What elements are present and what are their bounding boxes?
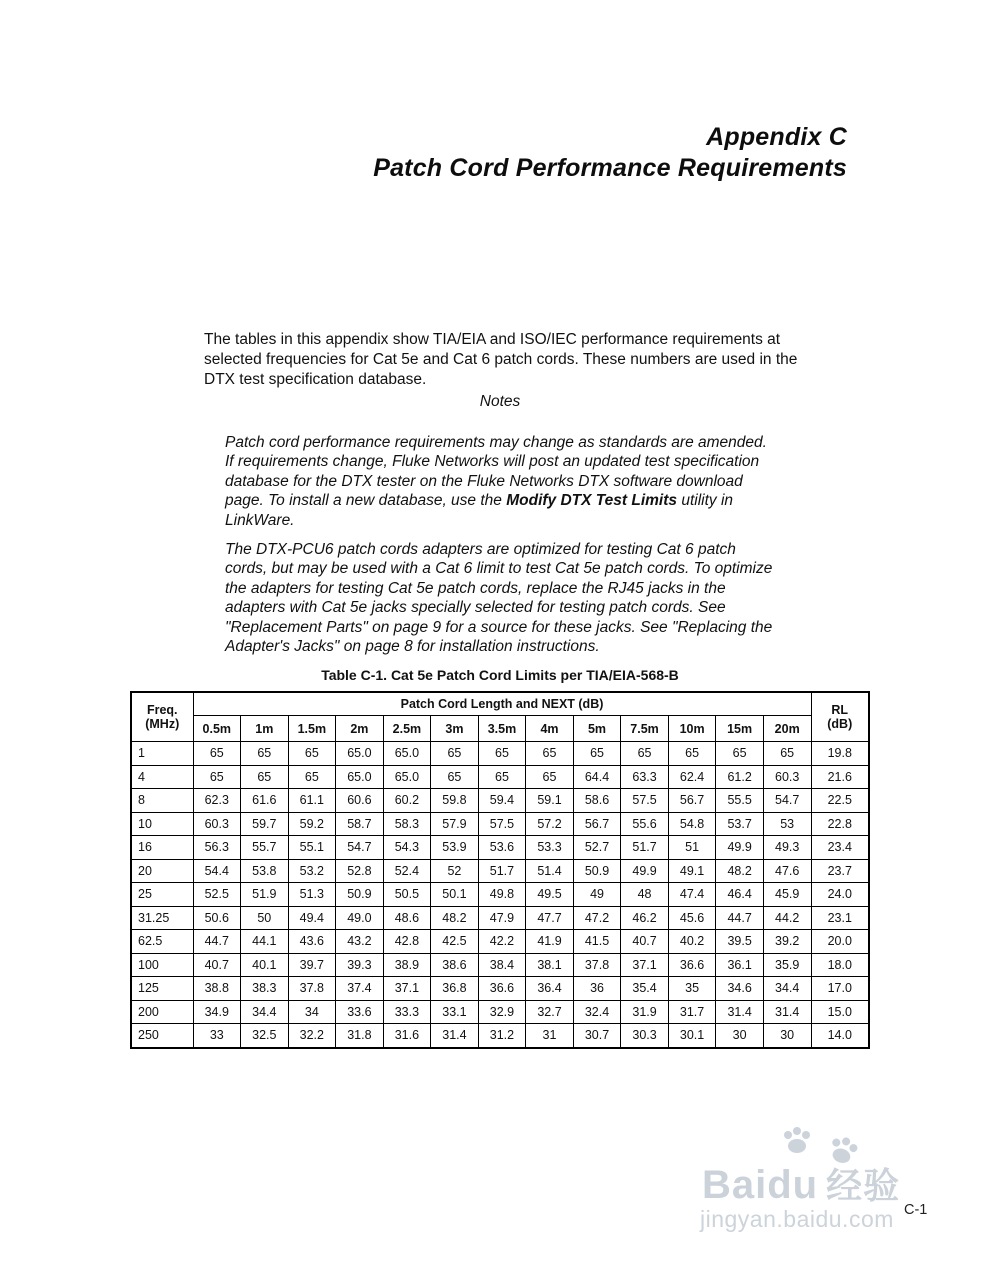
next-value-cell: 49 bbox=[573, 883, 621, 907]
next-value-cell: 59.4 bbox=[478, 789, 526, 813]
next-value-cell: 53.9 bbox=[431, 836, 479, 860]
next-value-cell: 33.3 bbox=[383, 1000, 431, 1024]
freq-header-line2: (MHz) bbox=[145, 717, 180, 731]
table-row bbox=[131, 906, 869, 930]
freq-cell: 16 bbox=[131, 836, 193, 860]
table-row bbox=[131, 1024, 869, 1048]
next-value-cell: 65.0 bbox=[336, 742, 384, 766]
next-value-cell: 43.6 bbox=[288, 930, 336, 954]
next-value-cell: 50 bbox=[241, 906, 289, 930]
next-value-cell: 37.8 bbox=[288, 977, 336, 1001]
next-value-cell: 55.5 bbox=[716, 789, 764, 813]
length-header-cell: 4m bbox=[526, 716, 574, 742]
next-value-cell: 38.6 bbox=[431, 953, 479, 977]
next-value-cell: 40.2 bbox=[668, 930, 716, 954]
next-value-cell: 38.1 bbox=[526, 953, 574, 977]
next-value-cell: 51 bbox=[668, 836, 716, 860]
rl-cell: 20.0 bbox=[811, 930, 869, 954]
watermark-brand: Baidu bbox=[702, 1163, 819, 1207]
next-value-cell: 36.6 bbox=[668, 953, 716, 977]
next-value-cell: 44.7 bbox=[716, 906, 764, 930]
note-paragraph-2: The DTX-PCU6 patch cords adapters are optimized for testing Cat 6 patch cords, but may be used with a Cat 6 limit to test Cat 5e patch cords. To optimize the adapters for testing Cat 5e patch cords, replace the RJ45 jacks in the adapters with Cat 5e jacks specially selected for testing patch cords. See "Replacement Parts" on page 9 for a source for these jacks. See "Replacing the Adapter's Jacks" on page 8 for installation instructions. bbox=[225, 540, 773, 656]
freq-cell: 125 bbox=[131, 977, 193, 1001]
next-value-cell: 49.0 bbox=[336, 906, 384, 930]
next-value-cell: 44.7 bbox=[193, 930, 241, 954]
next-value-cell: 34.9 bbox=[193, 1000, 241, 1024]
next-value-cell: 59.7 bbox=[241, 812, 289, 836]
rl-cell: 22.5 bbox=[811, 789, 869, 813]
next-value-cell: 44.2 bbox=[763, 906, 811, 930]
next-value-cell: 47.9 bbox=[478, 906, 526, 930]
length-header-cell: 15m bbox=[716, 716, 764, 742]
next-value-cell: 61.1 bbox=[288, 789, 336, 813]
next-value-cell: 52.8 bbox=[336, 859, 384, 883]
table-row bbox=[131, 953, 869, 977]
next-value-cell: 49.9 bbox=[621, 859, 669, 883]
length-header-cell: 1m bbox=[241, 716, 289, 742]
next-value-cell: 53.3 bbox=[526, 836, 574, 860]
freq-cell: 1 bbox=[131, 742, 193, 766]
next-value-cell: 34.6 bbox=[716, 977, 764, 1001]
length-header-cell: 2.5m bbox=[383, 716, 431, 742]
next-value-cell: 55.6 bbox=[621, 812, 669, 836]
next-value-cell: 51.7 bbox=[478, 859, 526, 883]
next-value-cell: 46.4 bbox=[716, 883, 764, 907]
next-value-cell: 31.2 bbox=[478, 1024, 526, 1048]
next-value-cell: 65 bbox=[621, 742, 669, 766]
length-header-cell: 0.5m bbox=[193, 716, 241, 742]
freq-cell: 100 bbox=[131, 953, 193, 977]
next-value-cell: 34.4 bbox=[241, 1000, 289, 1024]
freq-cell: 25 bbox=[131, 883, 193, 907]
next-value-cell: 65.0 bbox=[383, 742, 431, 766]
next-value-cell: 37.1 bbox=[621, 953, 669, 977]
note1-text-pre: Patch cord performance requirements may change as standards are amended. If requirements change, Fluke Networks will post an updated test specification database for the DTX tester on the Fluke Networks DTX software download page. To install a new database, use the bbox=[225, 433, 767, 510]
next-value-cell: 41.9 bbox=[526, 930, 574, 954]
next-value-cell: 42.5 bbox=[431, 930, 479, 954]
next-value-cell: 62.4 bbox=[668, 765, 716, 789]
rl-cell: 23.4 bbox=[811, 836, 869, 860]
next-value-cell: 50.6 bbox=[193, 906, 241, 930]
page-number: C-1 bbox=[904, 1202, 928, 1218]
next-value-cell: 31.8 bbox=[336, 1024, 384, 1048]
next-value-cell: 50.9 bbox=[336, 883, 384, 907]
next-value-cell: 43.2 bbox=[336, 930, 384, 954]
next-value-cell: 31.6 bbox=[383, 1024, 431, 1048]
next-value-cell: 56.7 bbox=[668, 789, 716, 813]
next-value-cell: 51.3 bbox=[288, 883, 336, 907]
next-value-cell: 59.2 bbox=[288, 812, 336, 836]
note-paragraph-1 bbox=[225, 433, 773, 531]
next-value-cell: 59.8 bbox=[431, 789, 479, 813]
next-value-cell: 32.4 bbox=[573, 1000, 621, 1024]
length-header-cell: 3m bbox=[431, 716, 479, 742]
rl-cell: 23.1 bbox=[811, 906, 869, 930]
rl-column-header bbox=[811, 692, 869, 742]
note1-text-post: utility in LinkWare. bbox=[225, 492, 734, 529]
next-value-cell: 54.3 bbox=[383, 836, 431, 860]
table-row bbox=[131, 883, 869, 907]
length-header-cell: 2m bbox=[336, 716, 384, 742]
rl-cell: 18.0 bbox=[811, 953, 869, 977]
next-value-cell: 35.9 bbox=[763, 953, 811, 977]
next-value-cell: 48.2 bbox=[431, 906, 479, 930]
next-value-cell: 38.4 bbox=[478, 953, 526, 977]
next-value-cell: 65 bbox=[193, 742, 241, 766]
watermark-url: jingyan.baidu.com bbox=[700, 1206, 894, 1232]
appendix-title-line1: Appendix C bbox=[706, 123, 847, 151]
table-row bbox=[131, 742, 869, 766]
next-value-cell: 41.5 bbox=[573, 930, 621, 954]
next-value-cell: 57.5 bbox=[478, 812, 526, 836]
next-value-cell: 37.4 bbox=[336, 977, 384, 1001]
next-value-cell: 39.5 bbox=[716, 930, 764, 954]
freq-cell: 31.25 bbox=[131, 906, 193, 930]
next-value-cell: 47.2 bbox=[573, 906, 621, 930]
next-value-cell: 49.3 bbox=[763, 836, 811, 860]
rl-cell: 21.6 bbox=[811, 765, 869, 789]
next-value-cell: 64.4 bbox=[573, 765, 621, 789]
next-value-cell: 53.7 bbox=[716, 812, 764, 836]
next-value-cell: 53 bbox=[763, 812, 811, 836]
next-value-cell: 55.7 bbox=[241, 836, 289, 860]
next-value-cell: 54.4 bbox=[193, 859, 241, 883]
freq-cell: 250 bbox=[131, 1024, 193, 1048]
next-value-cell: 30.1 bbox=[668, 1024, 716, 1048]
next-value-cell: 42.8 bbox=[383, 930, 431, 954]
freq-cell: 20 bbox=[131, 859, 193, 883]
next-value-cell: 39.7 bbox=[288, 953, 336, 977]
next-value-cell: 55.1 bbox=[288, 836, 336, 860]
next-value-cell: 30.3 bbox=[621, 1024, 669, 1048]
table-row bbox=[131, 765, 869, 789]
next-value-cell: 30 bbox=[716, 1024, 764, 1048]
next-value-cell: 32.2 bbox=[288, 1024, 336, 1048]
next-value-cell: 65 bbox=[288, 742, 336, 766]
next-value-cell: 58.6 bbox=[573, 789, 621, 813]
next-value-cell: 40.7 bbox=[621, 930, 669, 954]
freq-cell: 200 bbox=[131, 1000, 193, 1024]
table-row bbox=[131, 1000, 869, 1024]
next-value-cell: 34 bbox=[288, 1000, 336, 1024]
next-value-cell: 33.1 bbox=[431, 1000, 479, 1024]
next-value-cell: 62.3 bbox=[193, 789, 241, 813]
next-value-cell: 35.4 bbox=[621, 977, 669, 1001]
freq-cell: 4 bbox=[131, 765, 193, 789]
next-value-cell: 33 bbox=[193, 1024, 241, 1048]
next-value-cell: 37.1 bbox=[383, 977, 431, 1001]
next-value-cell: 58.7 bbox=[336, 812, 384, 836]
next-value-cell: 49.4 bbox=[288, 906, 336, 930]
cat5e-limits-table bbox=[130, 691, 870, 1049]
next-value-cell: 59.1 bbox=[526, 789, 574, 813]
freq-cell: 8 bbox=[131, 789, 193, 813]
next-value-cell: 61.6 bbox=[241, 789, 289, 813]
patch-cord-length-header: Patch Cord Length and NEXT (dB) bbox=[193, 692, 811, 716]
table-row bbox=[131, 789, 869, 813]
page-title bbox=[373, 122, 847, 184]
next-value-cell: 31.9 bbox=[621, 1000, 669, 1024]
baidu-watermark bbox=[690, 1120, 970, 1250]
next-value-cell: 54.7 bbox=[763, 789, 811, 813]
next-value-cell: 65 bbox=[526, 765, 574, 789]
next-value-cell: 36.6 bbox=[478, 977, 526, 1001]
next-value-cell: 65 bbox=[431, 765, 479, 789]
next-value-cell: 65.0 bbox=[383, 765, 431, 789]
next-value-cell: 60.3 bbox=[763, 765, 811, 789]
table-row bbox=[131, 836, 869, 860]
next-value-cell: 36.1 bbox=[716, 953, 764, 977]
next-value-cell: 51.7 bbox=[621, 836, 669, 860]
next-value-cell: 49.1 bbox=[668, 859, 716, 883]
next-value-cell: 56.3 bbox=[193, 836, 241, 860]
length-header-cell: 5m bbox=[573, 716, 621, 742]
next-value-cell: 31.7 bbox=[668, 1000, 716, 1024]
rl-cell: 15.0 bbox=[811, 1000, 869, 1024]
next-value-cell: 49.9 bbox=[716, 836, 764, 860]
table-row bbox=[131, 812, 869, 836]
length-header-cell: 3.5m bbox=[478, 716, 526, 742]
length-header-cell: 20m bbox=[763, 716, 811, 742]
table-row bbox=[131, 930, 869, 954]
next-value-cell: 42.2 bbox=[478, 930, 526, 954]
next-value-cell: 38.9 bbox=[383, 953, 431, 977]
next-value-cell: 39.3 bbox=[336, 953, 384, 977]
next-value-cell: 54.8 bbox=[668, 812, 716, 836]
paw-icon bbox=[780, 1126, 814, 1156]
length-header-row bbox=[131, 716, 869, 742]
next-value-cell: 58.3 bbox=[383, 812, 431, 836]
next-value-cell: 48.2 bbox=[716, 859, 764, 883]
next-value-cell: 36.4 bbox=[526, 977, 574, 1001]
next-value-cell: 36.8 bbox=[431, 977, 479, 1001]
next-value-cell: 37.8 bbox=[573, 953, 621, 977]
next-value-cell: 31 bbox=[526, 1024, 574, 1048]
next-value-cell: 45.6 bbox=[668, 906, 716, 930]
next-value-cell: 52 bbox=[431, 859, 479, 883]
next-value-cell: 56.7 bbox=[573, 812, 621, 836]
next-value-cell: 39.2 bbox=[763, 930, 811, 954]
top-header-row bbox=[131, 692, 869, 716]
next-value-cell: 31.4 bbox=[716, 1000, 764, 1024]
next-value-cell: 65 bbox=[241, 742, 289, 766]
rl-cell: 24.0 bbox=[811, 883, 869, 907]
next-value-cell: 50.1 bbox=[431, 883, 479, 907]
next-value-cell: 32.9 bbox=[478, 1000, 526, 1024]
next-value-cell: 52.7 bbox=[573, 836, 621, 860]
next-value-cell: 61.2 bbox=[716, 765, 764, 789]
next-value-cell: 30.7 bbox=[573, 1024, 621, 1048]
next-value-cell: 60.6 bbox=[336, 789, 384, 813]
freq-cell: 10 bbox=[131, 812, 193, 836]
table-body bbox=[131, 742, 869, 1048]
next-value-cell: 33.6 bbox=[336, 1000, 384, 1024]
rl-cell: 14.0 bbox=[811, 1024, 869, 1048]
next-value-cell: 50.9 bbox=[573, 859, 621, 883]
rl-cell: 22.8 bbox=[811, 812, 869, 836]
next-value-cell: 48 bbox=[621, 883, 669, 907]
next-value-cell: 45.9 bbox=[763, 883, 811, 907]
appendix-title-line2: Patch Cord Performance Requirements bbox=[373, 154, 847, 182]
next-value-cell: 46.2 bbox=[621, 906, 669, 930]
watermark-logo-text bbox=[702, 1158, 900, 1209]
next-value-cell: 57.9 bbox=[431, 812, 479, 836]
next-value-cell: 34.4 bbox=[763, 977, 811, 1001]
length-header-cell: 10m bbox=[668, 716, 716, 742]
next-value-cell: 60.2 bbox=[383, 789, 431, 813]
next-value-cell: 52.5 bbox=[193, 883, 241, 907]
next-value-cell: 38.3 bbox=[241, 977, 289, 1001]
next-value-cell: 40.7 bbox=[193, 953, 241, 977]
paw-icons bbox=[780, 1126, 852, 1161]
next-value-cell: 31.4 bbox=[431, 1024, 479, 1048]
next-value-cell: 65 bbox=[763, 742, 811, 766]
length-header-cell: 7.5m bbox=[621, 716, 669, 742]
next-value-cell: 50.5 bbox=[383, 883, 431, 907]
next-value-cell: 65 bbox=[716, 742, 764, 766]
next-value-cell: 54.7 bbox=[336, 836, 384, 860]
table-row bbox=[131, 859, 869, 883]
next-value-cell: 65 bbox=[573, 742, 621, 766]
next-value-cell: 57.2 bbox=[526, 812, 574, 836]
next-value-cell: 65 bbox=[431, 742, 479, 766]
next-value-cell: 47.4 bbox=[668, 883, 716, 907]
next-value-cell: 52.4 bbox=[383, 859, 431, 883]
next-value-cell: 53.2 bbox=[288, 859, 336, 883]
next-value-cell: 49.8 bbox=[478, 883, 526, 907]
next-value-cell: 65 bbox=[478, 765, 526, 789]
rl-cell: 23.7 bbox=[811, 859, 869, 883]
next-value-cell: 65.0 bbox=[336, 765, 384, 789]
next-value-cell: 31.4 bbox=[763, 1000, 811, 1024]
next-value-cell: 49.5 bbox=[526, 883, 574, 907]
next-value-cell: 65 bbox=[526, 742, 574, 766]
next-value-cell: 47.7 bbox=[526, 906, 574, 930]
next-value-cell: 53.8 bbox=[241, 859, 289, 883]
next-value-cell: 65 bbox=[241, 765, 289, 789]
next-value-cell: 63.3 bbox=[621, 765, 669, 789]
next-value-cell: 65 bbox=[193, 765, 241, 789]
rl-header-line1: RL bbox=[831, 703, 849, 717]
next-value-cell: 32.5 bbox=[241, 1024, 289, 1048]
table-row bbox=[131, 977, 869, 1001]
length-header-cell: 1.5m bbox=[288, 716, 336, 742]
freq-column-header bbox=[131, 692, 193, 742]
table-header bbox=[131, 692, 869, 742]
next-value-cell: 65 bbox=[288, 765, 336, 789]
next-value-cell: 53.6 bbox=[478, 836, 526, 860]
intro-paragraph: The tables in this appendix show TIA/EIA and ISO/IEC performance requirements at selected frequencies for Cat 5e and Cat 6 patch cords. These numbers are used in the DTX test specification database. bbox=[204, 330, 798, 388]
next-value-cell: 65 bbox=[668, 742, 716, 766]
next-value-cell: 38.8 bbox=[193, 977, 241, 1001]
table-caption: Table C-1. Cat 5e Patch Cord Limits per TIA/EIA-568-B bbox=[321, 667, 679, 683]
next-value-cell: 44.1 bbox=[241, 930, 289, 954]
freq-header-line1: Freq. bbox=[146, 703, 178, 717]
freq-cell: 62.5 bbox=[131, 930, 193, 954]
notes-heading: Notes bbox=[479, 393, 521, 410]
watermark-cn-text: 经验 bbox=[826, 1165, 901, 1206]
next-value-cell: 35 bbox=[668, 977, 716, 1001]
note1-bold-text: Modify DTX Test Limits bbox=[506, 492, 678, 510]
next-value-cell: 60.3 bbox=[193, 812, 241, 836]
next-value-cell: 57.5 bbox=[621, 789, 669, 813]
rl-cell: 19.8 bbox=[811, 742, 869, 766]
rl-cell: 17.0 bbox=[811, 977, 869, 1001]
next-value-cell: 51.4 bbox=[526, 859, 574, 883]
next-value-cell: 30 bbox=[763, 1024, 811, 1048]
next-value-cell: 48.6 bbox=[383, 906, 431, 930]
next-value-cell: 36 bbox=[573, 977, 621, 1001]
next-value-cell: 65 bbox=[478, 742, 526, 766]
next-value-cell: 40.1 bbox=[241, 953, 289, 977]
rl-header-line2: (dB) bbox=[827, 717, 853, 731]
next-value-cell: 47.6 bbox=[763, 859, 811, 883]
next-value-cell: 32.7 bbox=[526, 1000, 574, 1024]
next-value-cell: 51.9 bbox=[241, 883, 289, 907]
